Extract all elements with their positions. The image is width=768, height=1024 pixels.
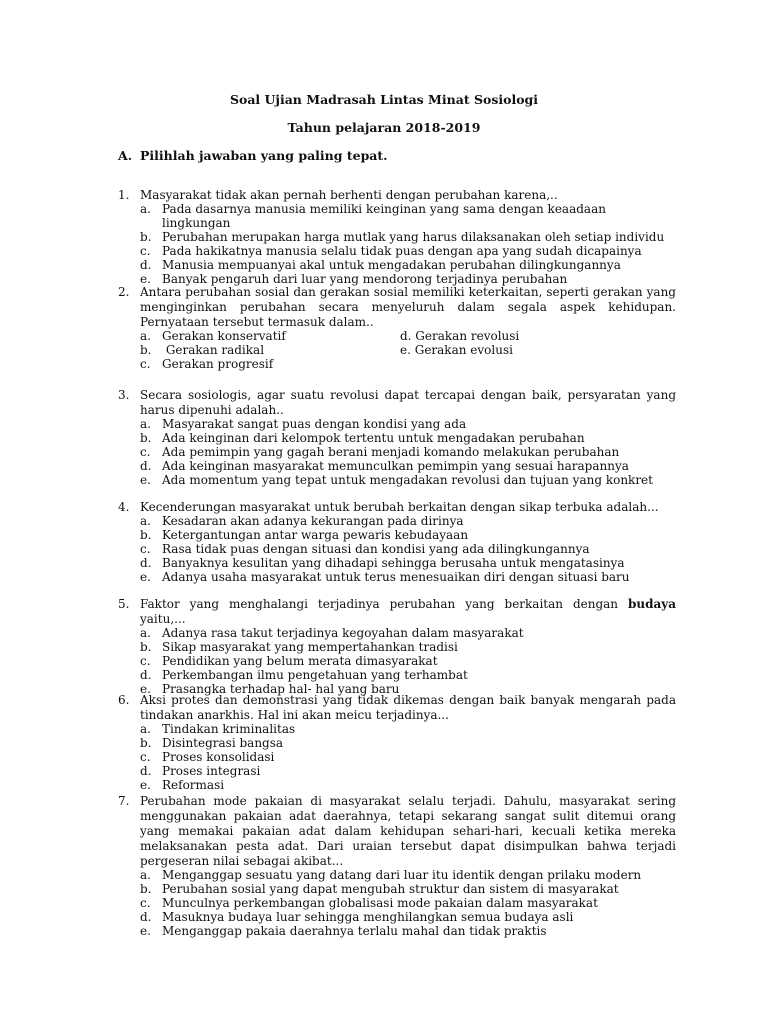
option-text: Banyaknya kesulitan yang dihadapi sehingga berusaha untuk mengatasinya [162, 555, 625, 570]
question-number: 7. [118, 794, 130, 808]
question-4 [118, 500, 676, 585]
option-letter: d. [140, 667, 152, 682]
option [140, 358, 676, 372]
question-7 [118, 794, 676, 939]
option-letter: c. [140, 444, 151, 459]
option-letter: a. [140, 329, 151, 343]
options-list [140, 203, 676, 286]
question-text: Kecenderungan masyarakat untuk berubah berkaitan dengan sikap terbuka adalah... [140, 500, 659, 514]
options-list [140, 723, 676, 793]
option [140, 231, 676, 245]
option-text: Masuknya budaya luar sehingga menghilangkan semua budaya asli [162, 909, 574, 924]
option-letter: c. [140, 541, 151, 556]
option-text: Pendidikan yang belum merata dimasyarakat [162, 653, 438, 668]
option-letter: a. [140, 626, 151, 640]
question-number: 1. [118, 188, 130, 202]
question-text: Antara perubahan sosial dan gerakan sosial memiliki keterkaitan, seperti gerakan yang menginginkan perubahan secara menyeluruh dalam segala aspek kehidupan. Pernyataan tersebut termasuk dalam.. [140, 285, 676, 329]
option-text: Perkembangan ilmu pengetahuan yang terhambat [162, 667, 468, 682]
option-text: Ada momentum yang tepat untuk mengadakan revolusi dan tujuan yang konkret [162, 472, 653, 487]
option [140, 911, 676, 925]
options-list [140, 330, 676, 372]
section-instruction: Pilihlah jawaban yang paling tepat. [140, 148, 388, 163]
option [140, 897, 676, 911]
option-letter: e. [140, 923, 151, 938]
option-letter: b. [140, 881, 152, 896]
option-letter: b. [140, 342, 152, 357]
option-text: Ada keinginan dari kelompok tertentu untuk mengadakan perubahan [162, 430, 585, 445]
option [140, 474, 676, 488]
option-text: d. Gerakan revolusi [400, 329, 520, 343]
option-text: Ada pemimpin yang gagah berani menjadi komando melakukan perubahan [162, 444, 620, 459]
question-number: 2. [118, 285, 130, 299]
option [140, 779, 676, 793]
question-6 [118, 693, 676, 793]
question-text: Perubahan mode pakaian di masyarakat selalu terjadi. Dahulu, masyarakat sering menggunakan pakaian adat daerahnya, tetapi sekarang sangat sulit ditemui orang yang memakai pakaian adat dalam kehidupan sehari-hari, kecuali ketika mereka melaksanakan pesta adat. Dari uraian tersebut dapat disimpulkan bahwa terjadi pergeseran nilai sebagai akibat... [140, 794, 676, 868]
option-text: Gerakan progresif [162, 356, 274, 371]
option [140, 655, 676, 669]
question-keyword: budaya [627, 597, 676, 611]
option [140, 627, 676, 641]
question-1 [118, 188, 676, 286]
option-text: Pada dasarnya manusia memiliki keinginan yang sama dengan keaadaan lingkungan [162, 202, 606, 230]
question-text [140, 597, 680, 627]
page-subtitle: Tahun pelajaran 2018-2019 [287, 120, 481, 135]
option [140, 641, 676, 655]
option [140, 543, 676, 557]
option-text: Proses integrasi [162, 763, 261, 778]
option-text: Masyarakat sangat puas dengan kondisi yang ada [162, 417, 467, 431]
option-text: Rasa tidak puas dengan situasi dan kondisi yang ada dilingkungannya [162, 541, 590, 556]
option-text: Menganggap sesuatu yang datang dari luar itu identik dengan prilaku modern [162, 868, 642, 882]
option-text: Ada keinginan masyarakat memunculkan pemimpin yang sesuai harapannya [162, 458, 629, 473]
option-letter: e. [140, 777, 151, 792]
option-letter: e. [140, 271, 151, 286]
option-letter: c. [140, 356, 151, 371]
option-letter: e. [140, 569, 151, 584]
options-list [140, 418, 676, 488]
option-text: Manusia mempuanyai akal untuk mengadakan perubahan dilingkungannya [162, 257, 621, 272]
option-letter: a. [140, 868, 151, 882]
option-text: e. Gerakan evolusi [400, 342, 513, 357]
option [140, 723, 676, 737]
question-text: Secara sosiologis, agar suatu revolusi dapat tercapai dengan baik, persyaratan yang harus dipenuhi adalah.. [140, 388, 676, 417]
option-text: Adanya usaha masyarakat untuk terus menesuaikan diri dengan situasi baru [162, 569, 630, 584]
option-letter: e. [140, 472, 151, 487]
option [140, 737, 676, 751]
option [140, 515, 676, 529]
question-3 [118, 388, 676, 488]
option-letter: c. [140, 243, 151, 258]
option-text: Pada hakikatnya manusia selalu tidak puas dengan apa yang sudah dicapainya [162, 243, 642, 258]
option-text: Sikap masyarakat yang mempertahankan tradisi [162, 639, 458, 654]
option-letter: c. [140, 749, 151, 764]
option-text: Gerakan radikal [162, 342, 265, 357]
option-text: Gerakan konservatif [162, 329, 286, 343]
option-letter: b. [140, 527, 152, 542]
option-letter: d. [140, 909, 152, 924]
question-number: 4. [118, 500, 130, 514]
section-heading [118, 148, 388, 163]
question-number: 5. [118, 597, 130, 611]
option-text: Menganggap pakaia daerahnya terlalu mahal dan tidak praktis [162, 923, 547, 938]
option-text: Reformasi [162, 777, 225, 792]
option [140, 460, 676, 474]
option-letter: a. [140, 417, 151, 431]
option-row [140, 344, 676, 358]
option-letter: b. [140, 735, 152, 750]
options-list [140, 869, 676, 939]
option [140, 557, 676, 571]
options-list [140, 515, 676, 585]
option-text: Ketergantungan antar warga pewaris kebudayaan [162, 527, 469, 542]
option-text: Tindakan kriminalitas [162, 722, 296, 736]
option [140, 529, 676, 543]
question-5 [118, 597, 680, 697]
question-number: 3. [118, 388, 130, 402]
option-letter: c. [140, 895, 151, 910]
option-text: Adanya rasa takut terjadinya kegoyahan dalam masyarakat [162, 626, 524, 640]
question-2 [118, 285, 676, 372]
option [140, 259, 676, 273]
option-letter: d. [140, 257, 152, 272]
question-text-part: yaitu,... [140, 597, 680, 626]
section-label: A. [118, 148, 133, 163]
option-text: Prasangka terhadap hal- hal yang baru [162, 681, 400, 696]
question-number: 6. [118, 693, 130, 707]
option-letter: d. [140, 555, 152, 570]
option [140, 925, 676, 939]
option [140, 883, 676, 897]
option [140, 765, 676, 779]
option-letter: c. [140, 653, 151, 668]
option-text: Kesadaran akan adanya kekurangan pada dirinya [162, 514, 464, 528]
option-letter: a. [140, 722, 151, 736]
option [140, 869, 676, 883]
option-letter: a. [140, 202, 151, 216]
option-text: Perubahan merupakan harga mutlak yang harus dilaksanakan oleh setiap individu [162, 229, 665, 244]
option [140, 669, 676, 683]
option-letter: d. [140, 458, 152, 473]
option-text: Munculnya perkembangan globalisasi mode pakaian dalam masyarakat [162, 895, 598, 910]
option [140, 446, 676, 460]
option-letter: b. [140, 229, 152, 244]
option-letter: a. [140, 514, 151, 528]
option-text: Disintegrasi bangsa [162, 735, 284, 750]
question-text: Aksi protes dan demonstrasi yang tidak dikemas dengan baik banyak mengarah pada tindakan anarkhis. Hal ini akan meicu terjadinya... [140, 693, 676, 722]
options-list [140, 627, 676, 697]
option-letter: d. [140, 763, 152, 778]
page-title: Soal Ujian Madrasah Lintas Minat Sosiologi [229, 92, 539, 107]
option-text: Proses konsolidasi [162, 749, 275, 764]
question-text-part: Faktor yang menghalangi terjadinya perubahan yang berkaitan dengan [140, 597, 628, 611]
option [140, 245, 676, 259]
option-row [140, 330, 676, 344]
option [140, 571, 676, 585]
option [140, 751, 676, 765]
option [140, 203, 676, 231]
option [140, 418, 676, 432]
option-text: Banyak pengaruh dari luar yang mendorong terjadinya perubahan [162, 271, 568, 286]
option-text: Perubahan sosial yang dapat mengubah struktur dan sistem di masyarakat [162, 881, 619, 896]
option-letter: e. [140, 681, 151, 696]
option-letter: b. [140, 639, 152, 654]
option [140, 432, 676, 446]
question-text: Masyarakat tidak akan pernah berhenti dengan perubahan karena,.. [140, 188, 558, 202]
option-letter: b. [140, 430, 152, 445]
